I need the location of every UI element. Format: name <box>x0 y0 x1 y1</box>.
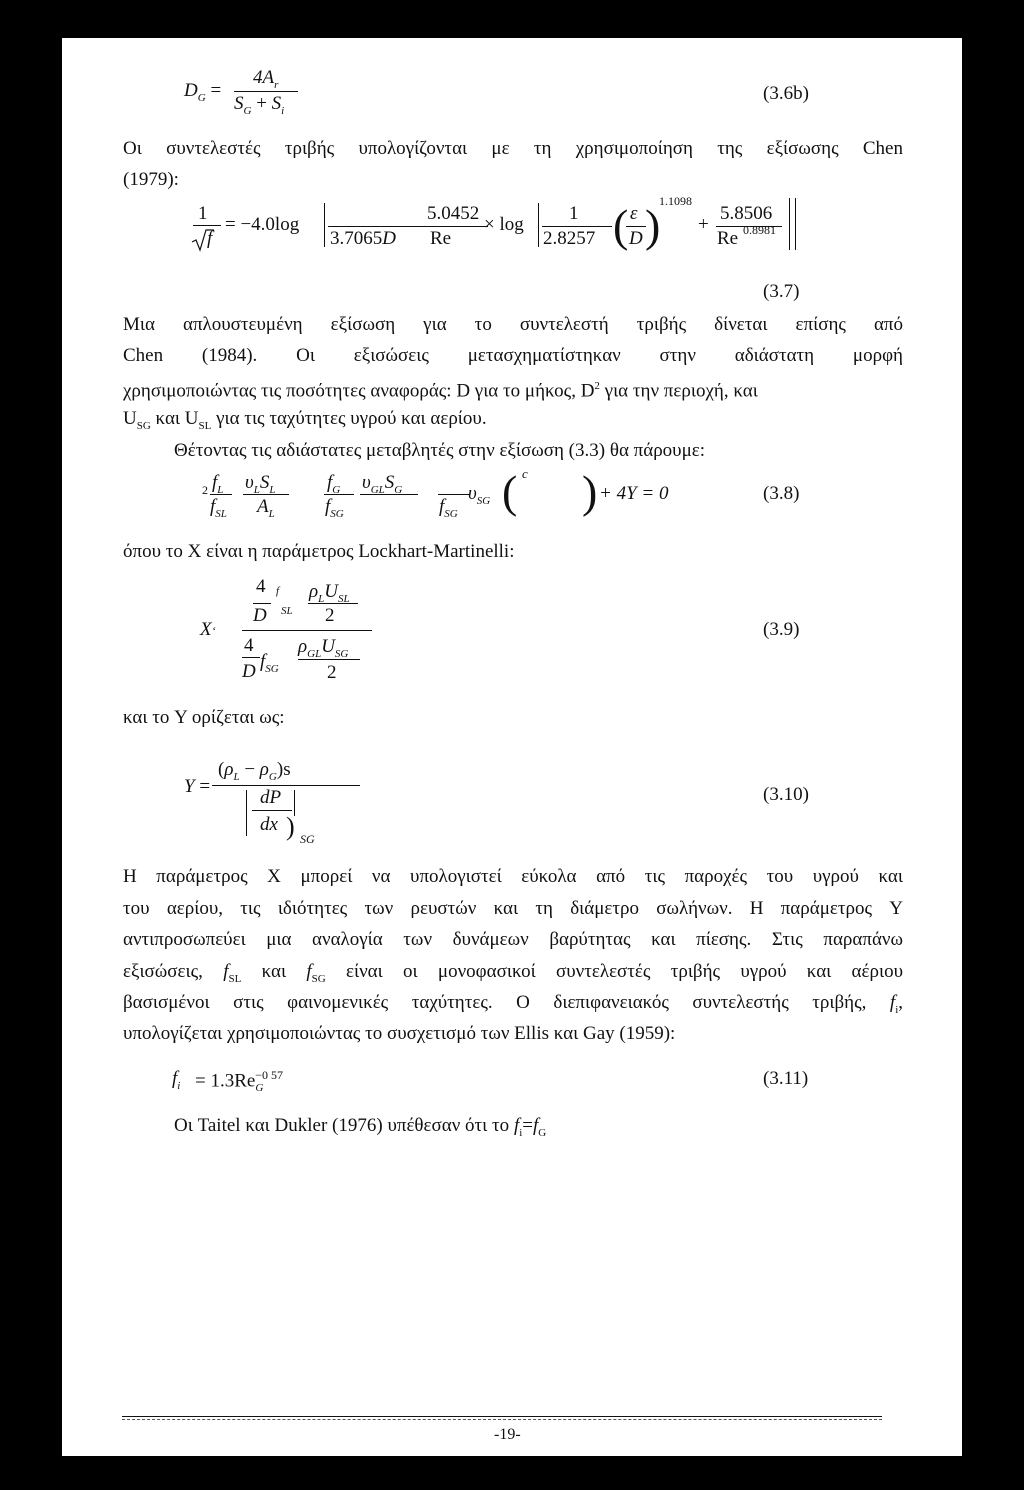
eq-3-9-d-rho: ρ <box>298 636 308 657</box>
eq-3-8-fL-sub: L <box>217 483 224 496</box>
eq-3-7-one: 1 <box>198 203 208 224</box>
eq-3-10-paren-left-lower <box>246 814 247 836</box>
eq-3-8-uGL: υ <box>362 472 371 493</box>
eq-3-7-t1-den-b: D <box>382 228 396 249</box>
eq-3-7-coeff: = −4.0log <box>225 214 300 235</box>
eq-3-7-t1-bar <box>328 226 488 227</box>
eq-3-6b-numerator-sub: r <box>274 78 279 91</box>
eq-3-10-open: ( <box>218 759 225 780</box>
eq-3-8-fSL-sub: SL <box>215 507 227 520</box>
eq-3-9-d-D: D <box>242 661 256 682</box>
eq-3-9-n-U-sub: SL <box>337 592 350 605</box>
eq-3-9-d-bar <box>298 659 360 660</box>
eq-3-7-bracket-right-2 <box>795 198 796 250</box>
eq-3-8-bar-2 <box>243 494 289 495</box>
eq-3-6b-label: (3.6b) <box>763 83 809 104</box>
eq-3-9-X-mark: ‘ <box>211 624 216 638</box>
paragraph-6-s1: SL <box>228 972 242 985</box>
paragraph-2-line-3-sup: 2 <box>594 380 600 392</box>
eq-3-9-d-2: 2 <box>327 662 337 683</box>
eq-3-7-t2-num: 1 <box>569 203 579 224</box>
eq-3-6b-fraction-bar <box>234 91 298 92</box>
eq-3-7-t1-num: 5.0452 <box>427 203 480 224</box>
eq-3-9-n-D: D <box>253 605 267 626</box>
eq-3-6b-denominator: S <box>234 93 244 114</box>
eq-3-8-bar-5 <box>438 494 470 495</box>
eq-3-8-SG: S <box>384 472 395 493</box>
eq-3-8-uSG-sub: SG <box>476 494 491 507</box>
eq-3-9-n-bar-small <box>253 603 271 604</box>
eq-3-10-rhoL-sub: L <box>233 770 240 783</box>
eq-3-9-d-U-sub: SG <box>334 647 349 660</box>
paragraph-6-line-5-text: βασισμένοι στις φαινομενικές ταχύτητες. Ο διεπιφανειακός συντελεστής τριβής, <box>123 992 890 1013</box>
eq-3-10-frac-bar <box>252 810 292 811</box>
paragraph-6-line-2: του αερίου, τις ιδιότητες των ρευστών και τη διάμετρο σωλήνων. Η παράμετρος Y <box>123 898 903 919</box>
eq-3-10-equals: = <box>199 776 211 797</box>
paragraph-2-line-4-c: για τις ταχύτητες υγρού και αερίου. <box>211 408 487 429</box>
eq-3-7-lhs-bar <box>193 225 221 226</box>
eq-3-8-fSG2-sub: SG <box>444 507 458 520</box>
paragraph-2-line-4-b: και U <box>150 408 199 429</box>
paragraph-7-s2: G <box>538 1126 547 1139</box>
eq-3-9-n-sl: SL <box>281 605 293 617</box>
eq-3-6b-numerator: 4A <box>253 67 275 88</box>
eq-3-7-eps-bar <box>626 226 646 227</box>
paragraph-4: όπου το X είναι η παράμετρος Lockhart-Martinelli: <box>123 541 515 562</box>
paragraph-6-line-5-end: , <box>898 992 903 1013</box>
eq-3-7-t2-den: 2.8257 <box>543 228 596 249</box>
paragraph-6-line-3: αντιπροσωπεύει μια αναλογία των δυνάμεων βαρύτητας και πίεσης. Στις παραπάνω <box>123 929 903 950</box>
eq-3-8-SG-sub: G <box>394 483 403 496</box>
eq-3-10-paren-left-upper <box>246 790 247 816</box>
eq-3-8-SL: S <box>259 472 270 493</box>
eq-3-7-paren-close: ) <box>645 200 661 251</box>
eq-3-6b-denominator-sub1: G <box>243 104 252 117</box>
eq-3-8-label: (3.8) <box>763 483 800 504</box>
paragraph-7 <box>174 1110 546 1149</box>
eq-3-11-label: (3.11) <box>763 1068 809 1089</box>
eq-3-9-n-f: f <box>276 585 280 597</box>
eq-3-9-n-2: 2 <box>325 605 335 626</box>
eq-3-10-label: (3.10) <box>763 784 809 805</box>
paragraph-2-line-3-a: χρησιμοποιώντας τις ποσότητες αναφοράς: D για το μήκος, D <box>123 380 595 402</box>
eq-3-8-fSG-sub: SG <box>330 507 344 520</box>
eq-3-8-AL: A <box>257 496 269 517</box>
paragraph-2-line-3-b: για την περιοχή, και <box>599 380 758 402</box>
paragraph-2-line-3 <box>123 371 903 406</box>
eq-3-10-minus: − <box>244 759 256 780</box>
eq-3-7-paren-open: ( <box>613 200 629 251</box>
paragraph-6-line-5-f: f <box>889 992 896 1013</box>
eq-3-8-SL-sub: L <box>269 483 276 496</box>
eq-3-7-t3-num: 5.8506 <box>720 203 773 224</box>
paragraph-6-f2: f <box>306 961 312 982</box>
paragraph-1-line-1: Οι συντελεστές τριβής υπολογίζονται με τη χρησιμοποίηση της εξίσωσης Chen <box>123 138 903 159</box>
eq-3-9-d-rho-sub: GL <box>307 647 322 660</box>
paragraph-7-f2: f <box>533 1115 539 1136</box>
eq-3-7-t2-bar <box>542 226 612 227</box>
eq-3-8-fSL: f <box>210 496 216 517</box>
paragraph-6-line-5-s: i <box>895 1003 899 1016</box>
eq-3-8-bar-1 <box>210 494 232 495</box>
eq-3-8-AL-sub: L <box>268 507 275 520</box>
document-page <box>62 38 962 1456</box>
paragraph-2-line-4-sub2: SL <box>198 419 212 432</box>
eq-3-7-t3-den: Re <box>717 228 739 249</box>
eq-3-11-rhs: = 1.3Re <box>195 1070 256 1092</box>
eq-3-9-d-U: U <box>321 636 335 657</box>
eq-3-8-fG-sub: G <box>332 483 341 496</box>
eq-3-10-main-bar <box>212 785 360 786</box>
paragraph-7-eq: = <box>522 1115 533 1136</box>
eq-3-11-re-sub: G <box>255 1082 264 1095</box>
eq-3-8-uL: υ <box>245 472 254 493</box>
paragraph-6-line-1: Η παράμετρος X μπορεί να υπολογιστεί εύκολα από τις παροχές του υγρού και <box>123 866 903 887</box>
eq-3-8-paren-open: ( <box>502 466 518 517</box>
eq-3-8-paren-close: ) <box>582 466 598 517</box>
paragraph-2-line-2: Chen (1984). Οι εξισώσεις μετασχηματίστηκαν στην αδιάστατη μορφή <box>123 345 903 366</box>
eq-3-10-dp: dP <box>260 787 282 808</box>
eq-3-8-rhs: + 4Y = 0 <box>599 483 669 504</box>
paragraph-2-line-1: Μια απλουστευμένη εξίσωση για το συντελεστή τριβής δίνεται επίσης από <box>123 314 903 335</box>
paragraph-2-line-4-sub1: SG <box>136 419 151 432</box>
eq-3-9-n-rho-sub: L <box>318 592 325 605</box>
eq-3-9-n-rho: ρ <box>309 581 319 602</box>
eq-3-8-bar-4 <box>360 494 418 495</box>
paragraph-7-s1: i <box>519 1126 523 1139</box>
paragraph-7-f1: f <box>513 1115 520 1136</box>
eq-3-10-close: )s <box>276 759 291 780</box>
eq-3-11-re-sup: −0 57 <box>255 1068 284 1082</box>
eq-3-6b-lhs: D <box>184 80 198 101</box>
eq-3-6b-denominator2: S <box>271 93 282 114</box>
eq-3-10-sub-sg: SG <box>300 832 315 846</box>
paragraph-6-line-4-a: εξισώσεις, <box>123 961 224 982</box>
page-number: -19- <box>494 1426 521 1443</box>
paragraph-3: Θέτοντας τις αδιάστατες μεταβλητές στην εξίσωση (3.3) θα πάρουμε: <box>174 440 706 461</box>
eq-3-8-fL: f <box>212 472 218 493</box>
paragraph-6-f1: f <box>223 961 229 982</box>
eq-3-7-bracket-right-1 <box>789 198 790 250</box>
eq-3-7-t1-den-c: Re <box>430 228 452 249</box>
eq-3-9-label: (3.9) <box>763 619 800 640</box>
eq-3-8-uGL-sub: GL <box>370 483 385 496</box>
eq-3-7-D: D <box>629 228 643 249</box>
eq-3-10-paren-right-lower: ) <box>286 812 295 841</box>
eq-3-8-fSG: f <box>325 496 331 517</box>
eq-3-7-eps: ε <box>630 203 638 224</box>
eq-3-7-bracket-left-2 <box>538 203 539 247</box>
eq-3-6b-denominator-sub2: i <box>281 104 285 117</box>
eq-3-6b-equals: = <box>210 80 222 101</box>
eq-3-7-plus: + <box>698 214 709 235</box>
eq-3-8-uL-sub: L <box>253 483 260 496</box>
eq-3-9-d-f: f <box>260 651 266 672</box>
paragraph-6-line-4-c: είναι οι μονοφασικοί συντελεστές τριβής υγρού και αέριου <box>325 961 903 982</box>
eq-3-9-X: X <box>200 619 212 640</box>
eq-3-8-uSG: υ <box>468 483 477 504</box>
eq-3-11-f-sub: i <box>177 1079 181 1092</box>
eq-3-10-rhoL: ρ <box>224 759 234 780</box>
eq-3-8-bar-3 <box>324 494 354 495</box>
eq-3-7-times-log: × log <box>484 214 524 235</box>
eq-3-9-n-U: U <box>324 581 338 602</box>
eq-3-7-sqrt-f: f <box>207 228 213 249</box>
paragraph-7-text: Οι Taitel και Dukler (1976) υπέθεσαν ότι το <box>174 1115 514 1136</box>
eq-3-9-d-f-sub: SG <box>265 662 279 675</box>
eq-3-6b-plus: + <box>256 93 267 114</box>
eq-3-7-label: (3.7) <box>763 281 800 302</box>
eq-3-6b-lhs-sub: G <box>197 91 206 104</box>
eq-3-9-n4: 4 <box>256 576 266 597</box>
eq-3-10-rhoG: ρ <box>259 759 269 780</box>
paragraph-2-line-4-a: U <box>123 408 137 429</box>
eq-3-8-c-mark: c <box>522 466 528 481</box>
eq-3-7-t1-den-a: 3.7065 <box>330 228 383 249</box>
eq-3-8-fSG2: f <box>439 496 445 517</box>
eq-3-8-two: 2 <box>202 483 208 497</box>
eq-3-10-Y: Y <box>184 776 195 797</box>
eq-3-9-d4: 4 <box>244 635 254 656</box>
paragraph-6-s2: SG <box>311 972 326 985</box>
eq-3-7-bracket-left-1 <box>324 203 325 247</box>
paragraph-6-line-4-b: και <box>241 961 307 982</box>
eq-3-9-d-bar-small <box>242 657 260 658</box>
paragraph-6-line-6: υπολογίζεται χρησιμοποιώντας το συσχετισμό των Ellis και Gay (1959): <box>123 1023 676 1044</box>
footer-rule-dashed <box>122 1419 882 1420</box>
eq-3-10-dx: dx <box>260 814 278 835</box>
eq-3-7-exp2: 0.8981 <box>743 223 776 237</box>
eq-3-9-n-bar <box>308 603 358 604</box>
footer-rule <box>122 1416 882 1417</box>
eq-3-7-exp1: 1.1098 <box>659 194 692 208</box>
paragraph-5: και το Y ορίζεται ως: <box>123 707 285 728</box>
eq-3-11-f: f <box>172 1068 178 1089</box>
eq-3-10-rhoG-sub: G <box>268 770 277 783</box>
eq-3-8-fG: f <box>327 472 333 493</box>
eq-3-9-main-bar <box>242 630 372 631</box>
paragraph-1-line-2: (1979): <box>123 169 179 190</box>
